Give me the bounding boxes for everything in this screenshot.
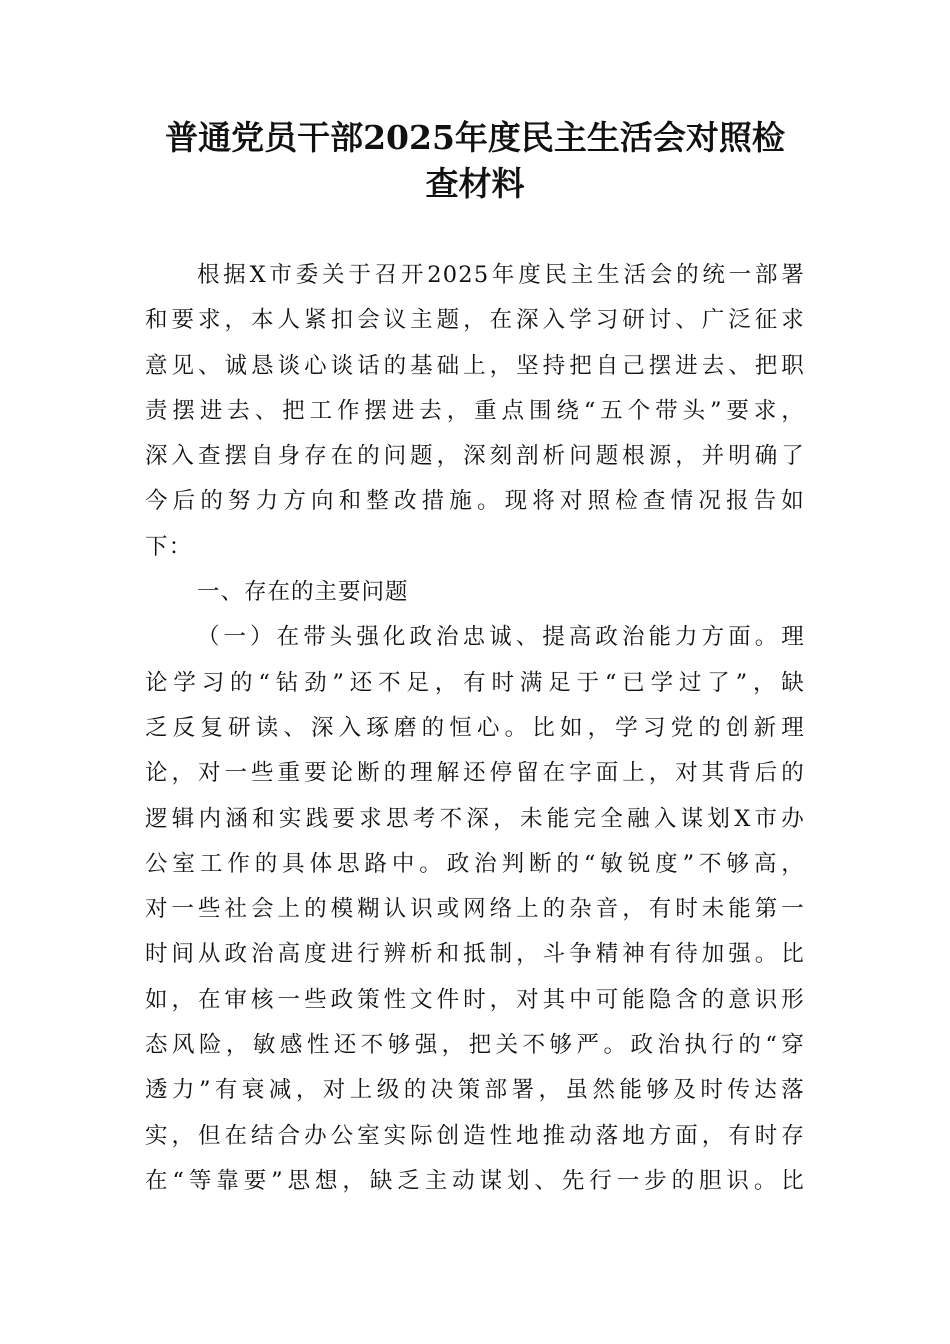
paragraph-line: 深入查摆自身存在的问题，深刻剖析问题根源，并明确了 xyxy=(145,443,805,470)
paragraph-line: 公室工作的具体思路中。政治判断的“敏锐度”不够高， xyxy=(145,850,805,877)
title-line: 查材料 xyxy=(425,164,525,203)
paragraph-line: 逻辑内涵和实践要求思考不深，未能完全融入谋划X市办 xyxy=(145,805,805,832)
paragraph-line: 论，对一些重要论断的理解还停留在字面上，对其背后的 xyxy=(145,760,805,787)
paragraph-line: 意见、诚恳谈心谈话的基础上，坚持把自己摆进去、把职 xyxy=(145,352,805,379)
document-title xyxy=(120,115,830,207)
section-heading: 一、存在的主要问题 xyxy=(197,579,409,606)
paragraph-line: 时间从政治高度进行辨析和抵制，斗争精神有待加强。比 xyxy=(145,941,805,968)
paragraph-line: 态风险，敏感性还不够强，把关不够严。政治执行的“穿 xyxy=(145,1032,805,1059)
paragraph-line: 乏反复研读、深入琢磨的恒心。比如，学习党的创新理 xyxy=(145,714,805,741)
section-paragraph xyxy=(145,615,805,1204)
paragraph-line: 在“等靠要”思想，缺乏主动谋划、先行一步的胆识。比 xyxy=(145,1167,805,1194)
paragraph-line: 透力”有衰减，对上级的决策部署，虽然能够及时传达落 xyxy=(145,1077,805,1104)
paragraph-line: 如，在审核一些政策性文件时，对其中可能隐含的意识形 xyxy=(145,986,805,1013)
paragraph-line: 今后的努力方向和整改措施。现将对照检查情况报告如 xyxy=(145,488,805,515)
paragraph-line: 论学习的“钻劲”还不足，有时满足于“已学过了”，缺 xyxy=(145,669,805,696)
paragraph-line: 对一些社会上的模糊认识或网络上的杂音，有时未能第一 xyxy=(145,896,805,923)
paragraph-line: 下： xyxy=(145,533,193,560)
paragraph-line: 根据X市委关于召开2025年度民主生活会的统一部署 xyxy=(197,262,805,288)
document-body xyxy=(145,253,805,1204)
title-line: 普通党员干部2025年度民主生活会对照检 xyxy=(165,118,785,157)
paragraph-line: 和要求，本人紧扣会议主题，在深入学习研讨、广泛征求 xyxy=(145,307,805,334)
intro-paragraph xyxy=(145,253,805,570)
paragraph-line: （一）在带头强化政治忠诚、提高政治能力方面。理 xyxy=(197,624,805,651)
paragraph-line: 责摆进去、把工作摆进去，重点围绕“五个带头”要求， xyxy=(145,397,805,424)
paragraph-line: 实，但在结合办公室实际创造性地推动落地方面，有时存 xyxy=(145,1122,805,1149)
